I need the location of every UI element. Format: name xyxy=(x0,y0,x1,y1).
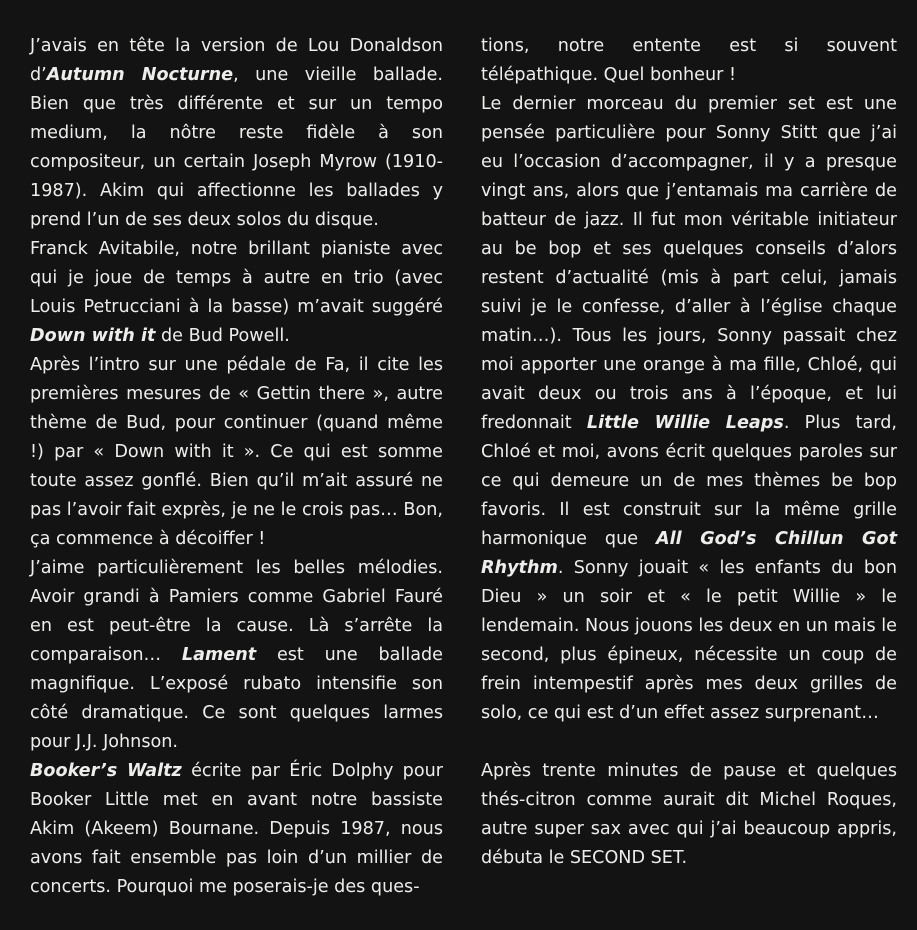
text-segment: Franck Avitabile, notre brillant pianiste avec qui je joue de temps à autre en trio (avec Louis Petrucciani à la basse) m’avait suggéré xyxy=(30,239,443,317)
text-segment: tions, notre entente est si souvent télépathique. Quel bonheur ! xyxy=(481,36,897,85)
paragraph-spacer xyxy=(481,728,897,757)
text-segment: de Bud Powell. xyxy=(155,326,290,346)
paragraph-autumn-nocturne xyxy=(30,32,443,235)
text-segment: Le dernier morceau du premier set est une pensée particulière pour Sonny Stitt que j’ai eu l’occasion d’accompagner, il y a presque vingt ans, alors que j’entamais ma carrière de batteur de jazz. Il fut mon véritable initiateur au be bop et ses quelques conseils d’alors restent d’actualité (mis à part celui, jamais suivi je le confesse, d’aller à l’église chaque matin…). Tous les jours, Sonny passait chez moi apporter une orange à ma fille, Chloé, qui avait deux ou trois ans à l’époque, et lui fredonnait xyxy=(481,94,897,433)
text-segment: J’avais en tête la version de Lou Donaldson d’ xyxy=(30,36,443,85)
paragraph-sonny-stitt xyxy=(481,90,897,728)
text-segment: Après trente minutes de pause et quelques thés-citron comme aurait dit Michel Roques, autre super sax avec qui j’ai beaucoup appris, débuta le SECOND SET. xyxy=(481,761,897,868)
text-segment: , une vieille ballade. Bien que très différente et sur un tempo medium, la nôtre reste fidèle à son compositeur, un certain Joseph Myrow (1910-1987). Akim qui affectionne les ballades y prend l’un de ses deux solos du disque. xyxy=(30,65,444,230)
text-segment: J’aime particulièrement les belles mélodies. Avoir grandi à Pamiers comme Gabriel Fauré en est peut-être la cause. Là s’arrête la comparaison… xyxy=(30,558,443,665)
paragraph-down-with-it xyxy=(30,235,443,351)
track-title-little-willie-leaps: Little Willie Leaps xyxy=(586,413,784,433)
text-segment: Après l’intro sur une pédale de Fa, il cite les premières mesures de « Gettin there », autre thème de Bud, pour continuer (quand même !) par « Down with it ». Ce qui est somme toute assez gonflé. Bien qu’il m’ait assuré ne pas l’avoir fait exprès, je ne le crois pas… Bon, ça commence à décoiffer ! xyxy=(30,355,443,549)
track-title-bookers-waltz: Booker’s Waltz xyxy=(30,761,182,781)
text-segment: est une ballade magnifique. L’exposé rubato intensifie son côté dramatique. Ce sont quelques larmes pour J.J. Johnson. xyxy=(30,645,443,752)
text-segment: . Plus tard, Chloé et moi, avons écrit quelques paroles sur ce qui demeure un de mes thèmes be bop favoris. Il est construit sur la même grille harmonique que xyxy=(481,413,897,549)
track-title-lament: Lament xyxy=(181,645,257,665)
paragraph-telepathique xyxy=(481,32,897,90)
right-column xyxy=(481,32,897,873)
track-title-down-with-it: Down with it xyxy=(30,326,156,346)
paragraph-intro-fa xyxy=(30,351,443,554)
left-column xyxy=(30,32,443,902)
track-title-all-gods-chillun: All God’s Chillun Got Rhythm xyxy=(481,529,897,578)
track-title-autumn-nocturne: Autumn Nocturne xyxy=(46,65,234,85)
paragraph-bookers-waltz xyxy=(30,757,443,902)
paragraph-second-set xyxy=(481,757,897,873)
paragraph-lament xyxy=(30,554,443,757)
text-segment: écrite par Éric Dolphy pour Booker Little met en avant notre bassiste Akim (Akeem) Bournane. Depuis 1987, nous avons fait ensemble pas loin d’un millier de concerts. Pourquoi me poserais-je des ques- xyxy=(30,761,443,897)
text-segment: . Sonny jouait « les enfants du bon Dieu » un soir et « le petit Willie » le lendemain. Nous jouons les deux en un mais le second, plus épineux, nécessite un coup de frein intempestif après mes deux grilles de solo, ce qui est d’un effet assez surprenant… xyxy=(481,558,897,723)
